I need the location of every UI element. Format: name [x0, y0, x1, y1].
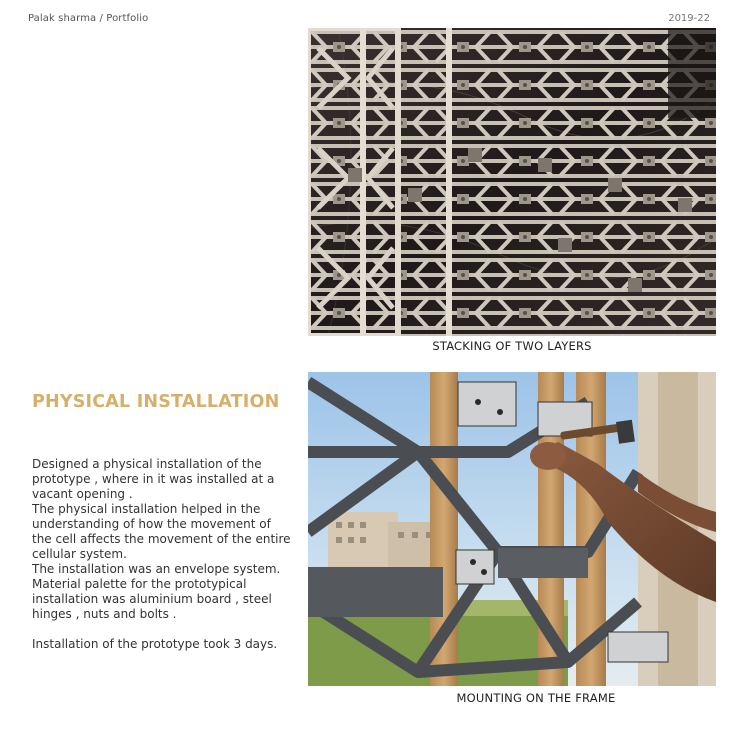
section-description — [32, 457, 292, 652]
portfolio-year: 2019-22 — [668, 13, 710, 24]
description-closing: Installation of the prototype took 3 days. — [32, 637, 278, 651]
description-paragraph-2: The physical installation helped in the understanding of how the movement of the cell affects the movement of the entire cellular system. — [32, 502, 291, 561]
mounting-caption: MOUNTING ON THE FRAME — [456, 691, 616, 705]
paragraph-gap — [32, 622, 292, 637]
section-title: PHYSICAL INSTALLATION — [32, 392, 280, 412]
description-paragraph-1: Designed a physical installation of the prototype , where in it was installed at a vacant opening . — [32, 457, 275, 501]
stacking-illustration — [308, 28, 716, 336]
stacking-caption: STACKING OF TWO LAYERS — [432, 339, 592, 353]
stacking-photo — [308, 28, 716, 336]
mounting-illustration — [308, 372, 716, 686]
mounting-photo — [308, 372, 716, 686]
portfolio-author: Palak sharma / Portfolio — [28, 13, 149, 24]
description-paragraph-3: The installation was an envelope system. Material palette for the prototypical installation was aluminium board , steel hinges , nuts and bolts . — [32, 562, 281, 621]
